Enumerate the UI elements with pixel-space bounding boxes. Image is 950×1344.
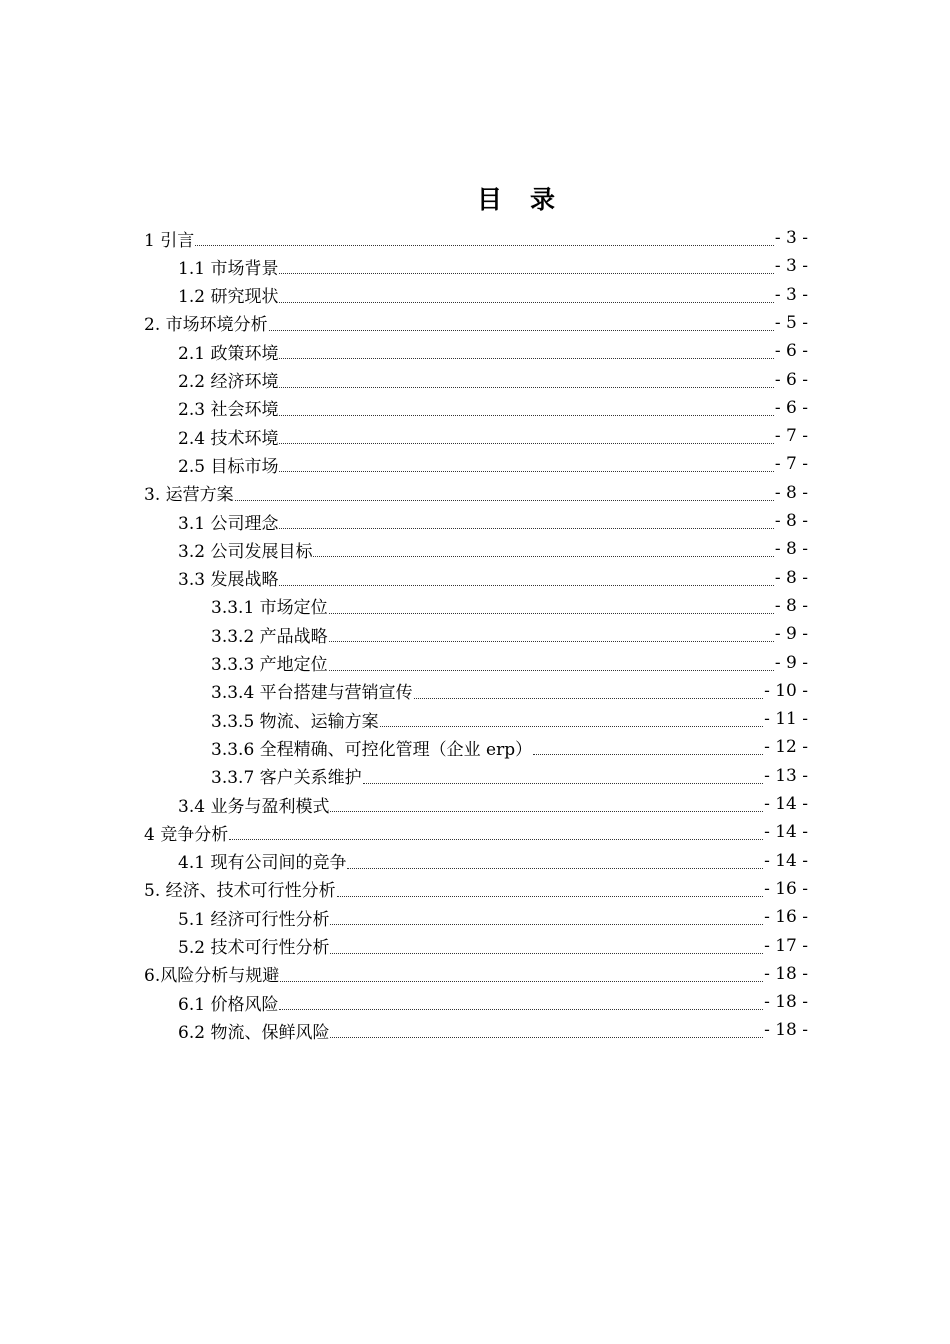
toc-entry-label: 3.3.1 市场定位 bbox=[211, 598, 328, 619]
toc-entry-leader bbox=[269, 330, 774, 331]
toc-entry[interactable] bbox=[178, 847, 808, 875]
toc-entry-page: - 10 - bbox=[764, 680, 808, 701]
toc-entry[interactable] bbox=[211, 592, 808, 620]
toc-entry[interactable] bbox=[178, 450, 808, 478]
toc-entry[interactable] bbox=[178, 507, 808, 535]
toc-entry-page: - 3 - bbox=[774, 284, 808, 305]
toc-entry-label: 5. 经济、技术可行性分析 bbox=[144, 881, 336, 902]
toc-entry-page: - 9 - bbox=[774, 624, 808, 645]
toc-entry-label: 3.2 公司发展目标 bbox=[178, 541, 313, 562]
toc-entry-leader bbox=[329, 613, 774, 614]
toc-entry-label: 1.1 市场背景 bbox=[178, 258, 279, 279]
toc-entry-leader bbox=[279, 585, 773, 586]
toc-entry-label: 3.4 业务与盈利模式 bbox=[178, 796, 330, 817]
toc-entry-leader bbox=[329, 641, 774, 642]
toc-entry[interactable] bbox=[178, 366, 808, 394]
toc-entry[interactable] bbox=[211, 733, 808, 761]
toc-entry-label: 2.5 目标市场 bbox=[178, 456, 279, 477]
toc-entry-label: 2.3 社会环境 bbox=[178, 400, 279, 421]
toc-entry-leader bbox=[195, 245, 774, 246]
toc-entry-leader bbox=[347, 868, 763, 869]
toc-entry-label: 2. 市场环境分析 bbox=[144, 315, 268, 336]
toc-entry[interactable] bbox=[144, 875, 808, 903]
toc-entry-leader bbox=[380, 726, 763, 727]
toc-entry-page: - 12 - bbox=[764, 737, 808, 758]
toc-entry-label: 3. 运营方案 bbox=[144, 485, 234, 506]
toc-entry-page: - 14 - bbox=[764, 794, 808, 814]
toc-entry-page: - 18 - bbox=[764, 963, 808, 984]
toc-entry[interactable] bbox=[144, 479, 808, 507]
toc-entry-page: - 14 - bbox=[764, 822, 808, 843]
toc-entry-page: - 13 - bbox=[764, 765, 808, 786]
toc-entry-leader bbox=[279, 302, 773, 303]
toc-entry-page: - 16 - bbox=[764, 907, 808, 928]
toc-entry-label: 5.2 技术可行性分析 bbox=[178, 938, 330, 958]
toc-entry[interactable] bbox=[211, 649, 808, 677]
toc-entry[interactable] bbox=[178, 790, 808, 818]
toc-entry[interactable] bbox=[211, 705, 808, 733]
toc-entry-leader bbox=[414, 698, 763, 699]
toc-entry[interactable] bbox=[178, 422, 808, 450]
toc-entry[interactable] bbox=[178, 564, 808, 592]
toc-entry[interactable] bbox=[144, 224, 808, 252]
toc-entry[interactable] bbox=[178, 337, 808, 365]
toc-entry-page: - 3 - bbox=[774, 256, 808, 277]
toc-entry-leader bbox=[363, 783, 763, 784]
toc-entry[interactable] bbox=[144, 818, 808, 846]
toc-entry-page: - 8 - bbox=[774, 595, 808, 616]
toc-entry-leader bbox=[313, 556, 773, 557]
toc-entry-leader bbox=[330, 924, 763, 925]
toc-entry-leader bbox=[280, 981, 763, 982]
toc-entry-label: 3.3.5 物流、运输方案 bbox=[211, 711, 379, 732]
toc-entry-page: - 14 - bbox=[764, 850, 808, 871]
toc-entry-page: - 17 - bbox=[764, 935, 808, 956]
toc-entry-leader bbox=[279, 273, 773, 274]
toc-entry-page: - 8 - bbox=[774, 482, 808, 503]
toc-title-part1: 目 bbox=[476, 185, 502, 214]
toc-entry-page: - 8 - bbox=[774, 511, 808, 531]
toc-title-part2: 录 bbox=[530, 185, 556, 214]
toc-entry-label: 4.1 现有公司间的竞争 bbox=[178, 853, 347, 874]
toc-entry[interactable] bbox=[178, 394, 808, 422]
toc-entry-label: 6.风险分析与规避 bbox=[144, 966, 280, 987]
toc-entry-label: 1 引言 bbox=[144, 230, 195, 251]
toc-entry-label: 3.1 公司理念 bbox=[178, 513, 279, 534]
toc-entry-leader bbox=[329, 670, 774, 671]
toc-entry-page: - 6 - bbox=[774, 397, 808, 418]
toc-entry-leader bbox=[235, 500, 774, 501]
toc-entry-label: 3.3.2 产品战略 bbox=[211, 626, 328, 647]
toc-entry-leader bbox=[279, 443, 773, 444]
toc-entry[interactable] bbox=[178, 932, 808, 960]
toc-entry-leader bbox=[279, 528, 773, 529]
toc-entry-label: 4 竞争分析 bbox=[144, 824, 229, 845]
toc-title bbox=[0, 183, 950, 217]
toc-entry-page: - 3 - bbox=[774, 228, 808, 248]
toc-entry[interactable] bbox=[178, 252, 808, 280]
toc-entry-label: 3.3.3 产地定位 bbox=[211, 655, 328, 675]
toc-entry-label: 2.2 经济环境 bbox=[178, 372, 279, 392]
toc-entry-label: 3.3 发展战略 bbox=[178, 570, 279, 591]
toc-entry-leader bbox=[330, 811, 763, 812]
toc-entry-page: - 7 - bbox=[774, 426, 808, 447]
toc-entry[interactable] bbox=[211, 677, 808, 705]
toc-entry-page: - 18 - bbox=[764, 992, 808, 1013]
toc-entry-page: - 5 - bbox=[774, 312, 808, 333]
toc-entry[interactable] bbox=[144, 960, 808, 988]
toc-entry-label: 3.3.6 全程精确、可控化管理（企业 erp） bbox=[211, 739, 533, 760]
toc-entry-label: 6.2 物流、保鲜风险 bbox=[178, 1022, 330, 1043]
toc-entry[interactable] bbox=[178, 535, 808, 563]
toc-entry-page: - 16 - bbox=[764, 878, 808, 899]
toc-entry[interactable] bbox=[211, 762, 808, 790]
toc-entry-page: - 8 - bbox=[774, 567, 808, 588]
toc-entry-leader bbox=[330, 953, 763, 954]
toc-entry[interactable] bbox=[144, 309, 808, 337]
toc-entry-leader bbox=[330, 1037, 763, 1038]
toc-entry-leader bbox=[229, 839, 763, 840]
toc-entry[interactable] bbox=[211, 620, 808, 648]
toc-entry-leader bbox=[533, 754, 763, 755]
toc-entry-page: - 11 - bbox=[764, 709, 808, 730]
toc-entry-label: 3.3.7 客户关系维护 bbox=[211, 768, 362, 789]
toc-entry-page: - 18 - bbox=[764, 1020, 808, 1041]
toc-entry-label: 2.1 政策环境 bbox=[178, 343, 279, 364]
toc-entry[interactable] bbox=[178, 1016, 808, 1044]
toc-entry-leader bbox=[279, 387, 773, 388]
toc-entry-label: 1.2 研究现状 bbox=[178, 287, 279, 308]
toc-entry-label: 5.1 经济可行性分析 bbox=[178, 909, 330, 930]
toc-entry-leader bbox=[279, 1009, 763, 1010]
toc-entry-leader bbox=[279, 415, 773, 416]
toc-entry-leader bbox=[337, 896, 763, 897]
toc-entry-page: - 6 - bbox=[774, 341, 808, 362]
toc-entry-page: - 6 - bbox=[774, 369, 808, 390]
toc-entry-label: 2.4 技术环境 bbox=[178, 428, 279, 449]
toc-entry-leader bbox=[279, 471, 773, 472]
toc-entry[interactable] bbox=[178, 988, 808, 1016]
toc-entry[interactable] bbox=[178, 903, 808, 931]
toc-entry-page: - 7 - bbox=[774, 454, 808, 475]
toc-entry-page: - 8 - bbox=[774, 539, 808, 560]
toc-entry-label: 6.1 价格风险 bbox=[178, 994, 279, 1015]
toc-entry-leader bbox=[279, 358, 773, 359]
toc-entry-label: 3.3.4 平台搭建与营销宣传 bbox=[211, 683, 413, 704]
toc-entry-page: - 9 - bbox=[774, 652, 808, 673]
toc-entry[interactable] bbox=[178, 281, 808, 309]
